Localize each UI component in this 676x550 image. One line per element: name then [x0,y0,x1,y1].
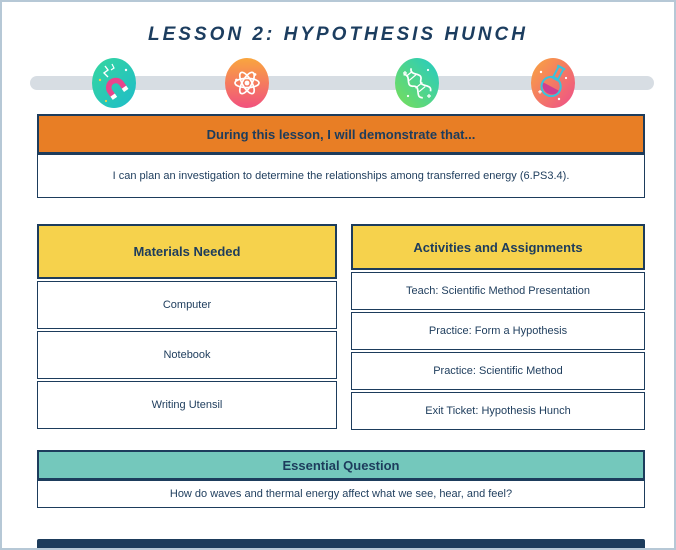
objective-header-label: During this lesson, I will demonstrate that... [206,126,476,142]
materials-header [37,224,337,279]
essential-question-box [37,480,645,508]
dna-icon [395,58,439,108]
essential-question-text: How do waves and thermal energy affect what we see, hear, and feel? [169,488,513,500]
materials-item-label: Computer [162,299,212,311]
essential-question-header [37,450,645,480]
objective-statement: I can plan an investigation to determine the relationships among transferred energy (6.PS3.4). [112,170,570,182]
materials-header-label: Materials Needed [133,244,241,259]
materials-item-label: Notebook [163,349,211,361]
essential-question-header-label: Essential Question [282,457,400,473]
activities-header-label: Activities and Assignments [413,239,583,255]
next-section-bar [37,539,645,550]
materials-item-label: Writing Utensil [151,399,223,411]
atom-icon [225,58,269,108]
materials-item [37,281,337,329]
materials-item [37,331,337,379]
activity-item-label: Practice: Form a Hypothesis [428,325,568,337]
magnet-icon [92,58,136,108]
activity-item [351,312,645,350]
flask-icon [531,58,575,108]
activity-item [351,352,645,390]
activity-item-label: Exit Ticket: Hypothesis Hunch [425,405,571,417]
objective-statement-box [37,154,645,198]
activities-header [351,224,645,270]
page-title: LESSON 2: HYPOTHESIS HUNCH [148,24,528,45]
activity-item-label: Teach: Scientific Method Presentation [405,285,591,297]
activity-item [351,272,645,310]
objective-header [37,114,645,154]
activity-item-label: Practice: Scientific Method [433,365,563,377]
activity-item [351,392,645,430]
materials-item [37,381,337,429]
